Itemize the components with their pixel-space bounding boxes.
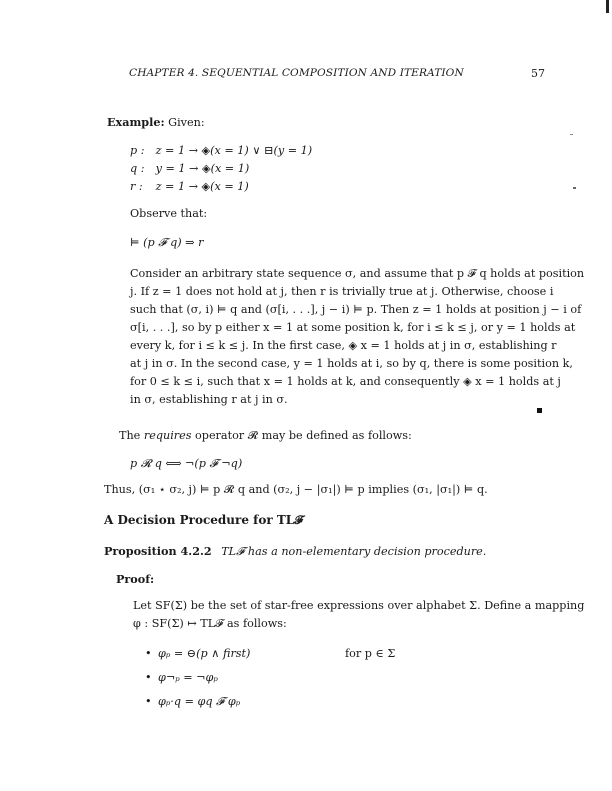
bullet-item — [145, 669, 525, 693]
example-intro: Given: — [168, 116, 205, 129]
paragraph-line: φ : SF(Σ) ↦ TL𝓕 as follows: — [133, 617, 287, 630]
bullet-condition: for p ∈ Σ — [345, 647, 396, 660]
bullet-formula: φ¬ₚ = ¬φₚ — [158, 671, 218, 684]
claim-formula: ⊨ (p 𝓕 q) ⇒ r — [130, 236, 204, 249]
paragraph-line: in σ, establishing r at j in σ. — [130, 393, 288, 406]
proposition-label: Proposition 4.2.2 — [104, 544, 212, 558]
bullet-item — [145, 645, 525, 669]
bullet-icon: • — [145, 695, 152, 708]
paragraph-line: j. If z = 1 does not hold at j, then r is trivially true at j. Otherwise, choose i — [130, 285, 554, 298]
bullet-formula: φₚ·q = φq 𝓕 φₚ — [158, 695, 241, 708]
proof-paragraph — [133, 597, 585, 633]
paragraph-line: σ[i, . . .], so by p either x = 1 at some position k, for i ≤ k ≤ j, or y = 1 holds at — [130, 321, 576, 334]
thus-line: Thus, (σ₁ ⋆ σ₂, j) ⊨ p 𝓡 q and (σ₂, j − |σ₁|) ⊨ p implies (σ₁, |σ₁|) ⊨ q. — [104, 483, 488, 496]
example-label: Example: — [107, 115, 165, 129]
observe-text: Observe that: — [130, 207, 208, 220]
definition-row — [130, 160, 312, 178]
requires-text-post: operator 𝓡 may be defined as follows: — [191, 429, 412, 442]
paragraph-line: Consider an arbitrary state sequence σ, and assume that p 𝓕 q holds at position — [130, 267, 585, 280]
paragraph-line: for 0 ≤ k ≤ i, such that x = 1 holds at k, and consequently ◈ x = 1 holds at j — [130, 375, 561, 388]
paragraph-line: at j in σ. In the second case, y = 1 holds at i, so by q, there is some position k, — [130, 357, 573, 370]
requires-intro — [119, 427, 412, 445]
paragraph-line: such that (σ, i) ⊨ q and (σ[i, . . .], j − i) ⊨ p. Then z = 1 holds at position j − i of — [130, 303, 582, 316]
scan-artifact-mark — [606, 0, 609, 13]
scan-artifact-dot — [573, 187, 576, 189]
definition-formula: z = 1 → ◈(x = 1) ∨ ⊟(y = 1) — [155, 144, 313, 157]
definition-name: q : — [130, 162, 145, 175]
definition-row — [130, 142, 312, 160]
section-title: A Decision Procedure for TL𝓕 — [104, 513, 304, 527]
requires-text-pre: The — [119, 429, 144, 442]
example-heading — [107, 113, 205, 132]
definition-row — [130, 178, 312, 196]
mapping-bullet-list — [145, 645, 525, 717]
definition-formula: y = 1 → ◈(x = 1) — [155, 162, 250, 175]
requires-term: requires — [143, 429, 192, 442]
scan-artifact-dot — [570, 134, 573, 135]
definition-formula: z = 1 → ◈(x = 1) — [155, 180, 249, 193]
page-number: 57 — [531, 67, 545, 80]
bullet-item — [145, 693, 525, 717]
proposition-statement: TL𝓕 has a non-elementary decision procedure. — [221, 545, 487, 558]
end-of-example-mark — [537, 408, 542, 413]
example-proof-paragraph — [130, 265, 585, 409]
requires-definition: p 𝓡 q ⟺ ¬(p 𝓕 ¬q) — [130, 457, 243, 470]
paragraph-line: every k, for i ≤ k ≤ j. In the first case, ◈ x = 1 holds at j in σ, establishing r — [130, 339, 557, 352]
bullet-icon: • — [145, 671, 152, 684]
bullet-icon: • — [145, 647, 152, 660]
example-definitions — [130, 142, 312, 196]
proof-label: Proof: — [116, 572, 155, 586]
bullet-formula: φₚ = ⊖(p ∧ first) — [158, 647, 251, 660]
definition-name: p : — [130, 144, 145, 157]
paragraph-line: Let SF(Σ) be the set of star-free expressions over alphabet Σ. Define a mapping — [133, 599, 585, 612]
running-head: CHAPTER 4. SEQUENTIAL COMPOSITION AND ITERATION — [129, 67, 464, 79]
definition-name: r : — [130, 180, 143, 193]
proposition — [104, 542, 486, 561]
